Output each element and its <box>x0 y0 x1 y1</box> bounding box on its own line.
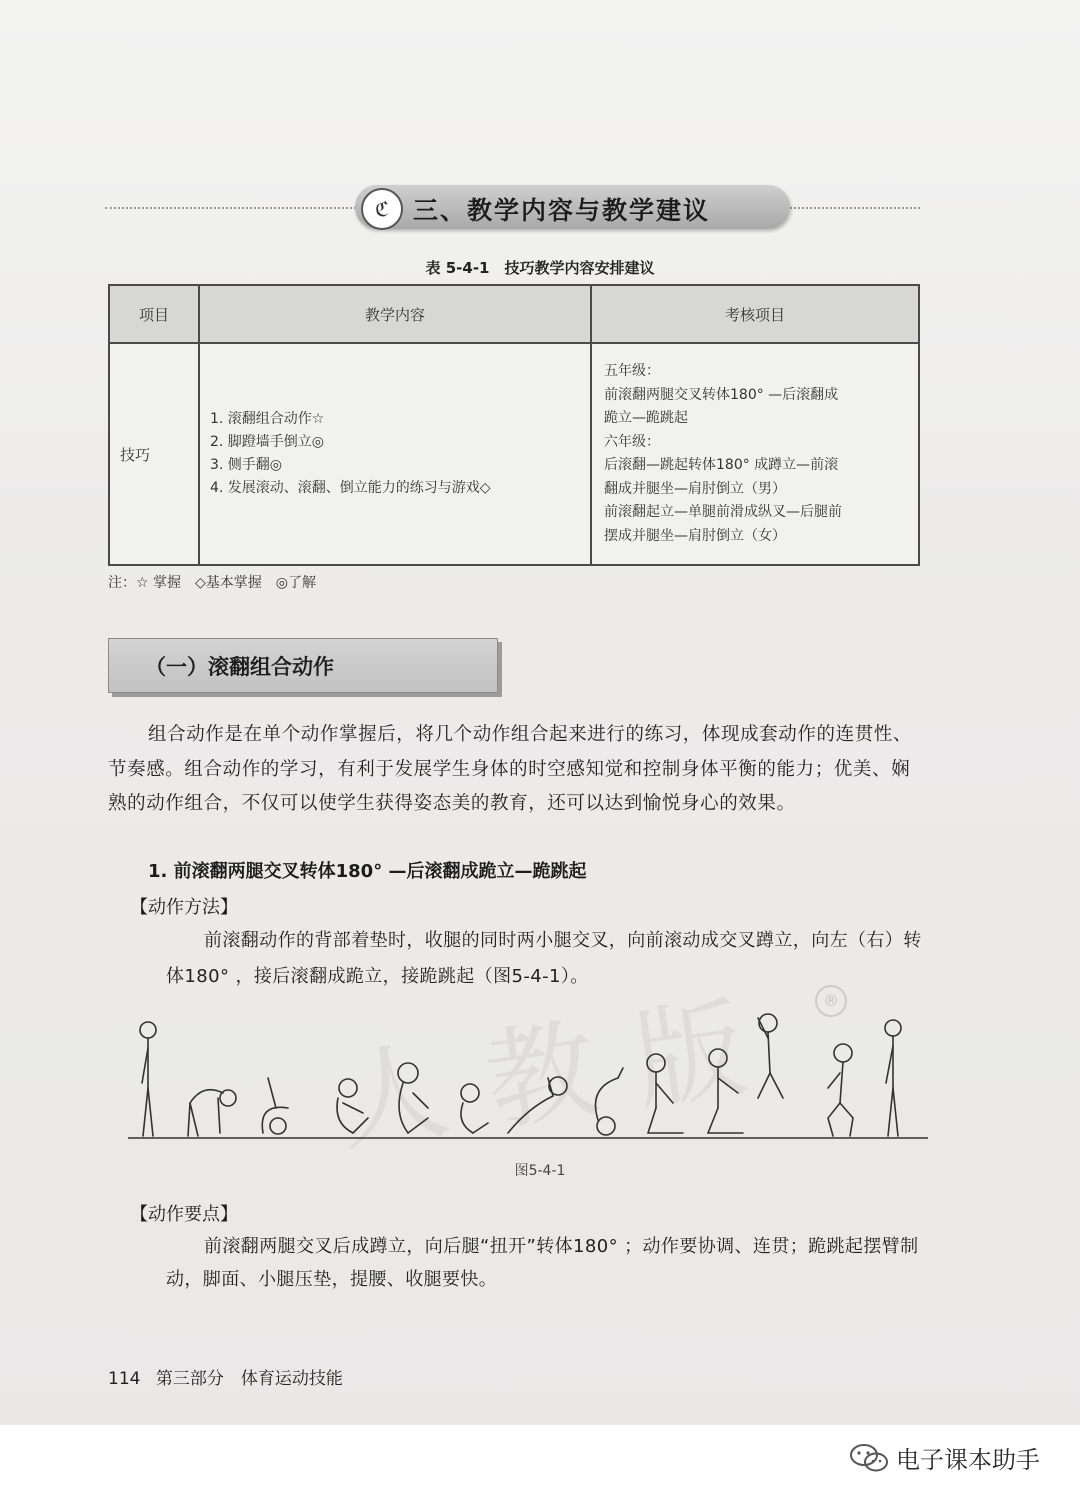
exam-line: 摆成并腿坐—肩肘倒立（女） <box>604 527 786 544</box>
figure-roll-sequence <box>128 1008 928 1143</box>
exam-line: 前滚翻起立—单腿前滑成纵叉—后腿前 <box>604 504 842 520</box>
table-note: 注：☆ 掌握 ◇基本掌握 ◎了解 <box>108 575 316 591</box>
table-cell-item: 技巧 <box>109 343 199 565</box>
content-line: 1. 滚翻组合动作☆ <box>210 411 325 427</box>
table-header: 项目 <box>109 285 199 343</box>
exam-line: 五年级： <box>604 363 660 379</box>
content-line: 3. 侧手翻◎ <box>210 457 283 473</box>
part-title: 第三部分 体育运动技能 <box>155 1369 343 1389</box>
figure-roll-up <box>337 1079 368 1133</box>
textbook-publisher-logo-icon: ℭ <box>361 188 403 230</box>
figure-kneel-jump <box>758 1014 783 1098</box>
exam-line: 翻成并腿坐—肩肘倒立（男） <box>604 480 786 497</box>
wechat-icon <box>848 1442 890 1474</box>
exam-line: 后滚翻—跳起转体180° 成蹲立—前滚 <box>604 457 839 473</box>
method-text: 前滚翻动作的背部着垫时，收腿的同时两小腿交叉，向前滚动成交叉蹲立，向左（右）转体180° ，接后滚翻成跪立，接跪跳起（图5-4-1）。 <box>166 930 922 987</box>
figure-caption: 图5-4-1 <box>514 1163 566 1179</box>
subsection-title: （一）滚翻组合动作 <box>145 655 334 679</box>
figure-kneel-swing <box>708 1049 743 1133</box>
page-number: 114 <box>108 1369 141 1389</box>
figure-land-squat <box>828 1044 853 1136</box>
figure-kneel <box>647 1054 683 1133</box>
account-brand[interactable] <box>848 1440 1040 1475</box>
table-caption: 表 5-4-1 技巧教学内容安排建议 <box>425 259 655 277</box>
section-title: 三、教学内容与教学建议 <box>413 196 711 225</box>
table-header-row <box>109 285 919 343</box>
figure-crossed-squat <box>398 1063 428 1133</box>
figure-bend-forward <box>188 1090 236 1136</box>
table-header: 考核项目 <box>591 285 919 343</box>
teaching-content-table <box>108 284 920 566</box>
section-header <box>105 185 920 230</box>
page-footer <box>108 1364 343 1389</box>
publisher-watermark: 人教版 <box>329 978 793 1168</box>
table-cell-exam <box>591 343 919 565</box>
table-cell-contents <box>199 343 591 565</box>
subsection-heading <box>108 638 498 693</box>
section-title-banner <box>355 185 790 229</box>
figure-back-roll-over <box>596 1068 624 1135</box>
brand-name: 电子课本助手 <box>896 1446 1040 1474</box>
exam-line: 前滚翻两腿交叉转体180° —后滚翻成 <box>604 386 839 403</box>
item-title: 1. 前滚翻两腿交叉转体180° —后滚翻成跪立—跪跳起 <box>148 861 587 882</box>
figure-standing-start <box>140 1022 156 1136</box>
registered-mark: ® <box>815 985 847 1017</box>
content-line: 4. 发展滚动、滚翻、倒立能力的练习与游戏◇ <box>210 480 491 496</box>
exam-line: 六年级： <box>604 433 660 450</box>
figure-forward-roll <box>262 1078 288 1134</box>
intro-paragraph: 组合动作是在单个动作掌握后，将几个动作组合起来进行的练习，体现成套动作的连贯性、节奏感。组合动作的学习，有利于发展学生身体的时空感知觉和控制身体平衡的能力；优美、娴熟的动作组合，不仅可以使学生获得姿态美的教育，还可以达到愉悦身心的效果。 <box>108 724 913 814</box>
figure-back-roll <box>508 1077 567 1133</box>
figure-standing-end <box>885 1020 901 1136</box>
content-line: 2. 脚蹬墙手倒立◎ <box>210 434 325 450</box>
figure-turn <box>461 1084 488 1133</box>
exam-line: 跪立—跪跳起 <box>604 410 688 426</box>
points-text: 前滚翻两腿交叉后成蹲立，向后腿“扭开”转体180° ；动作要协调、连贯；跪跳起摆臂制动，脚面、小腿压垫，提腰、收腿要快。 <box>166 1236 919 1290</box>
table-row <box>109 343 919 565</box>
points-label: 【动作要点】 <box>130 1204 238 1225</box>
table-header: 教学内容 <box>199 285 591 343</box>
method-label: 【动作方法】 <box>130 897 238 918</box>
